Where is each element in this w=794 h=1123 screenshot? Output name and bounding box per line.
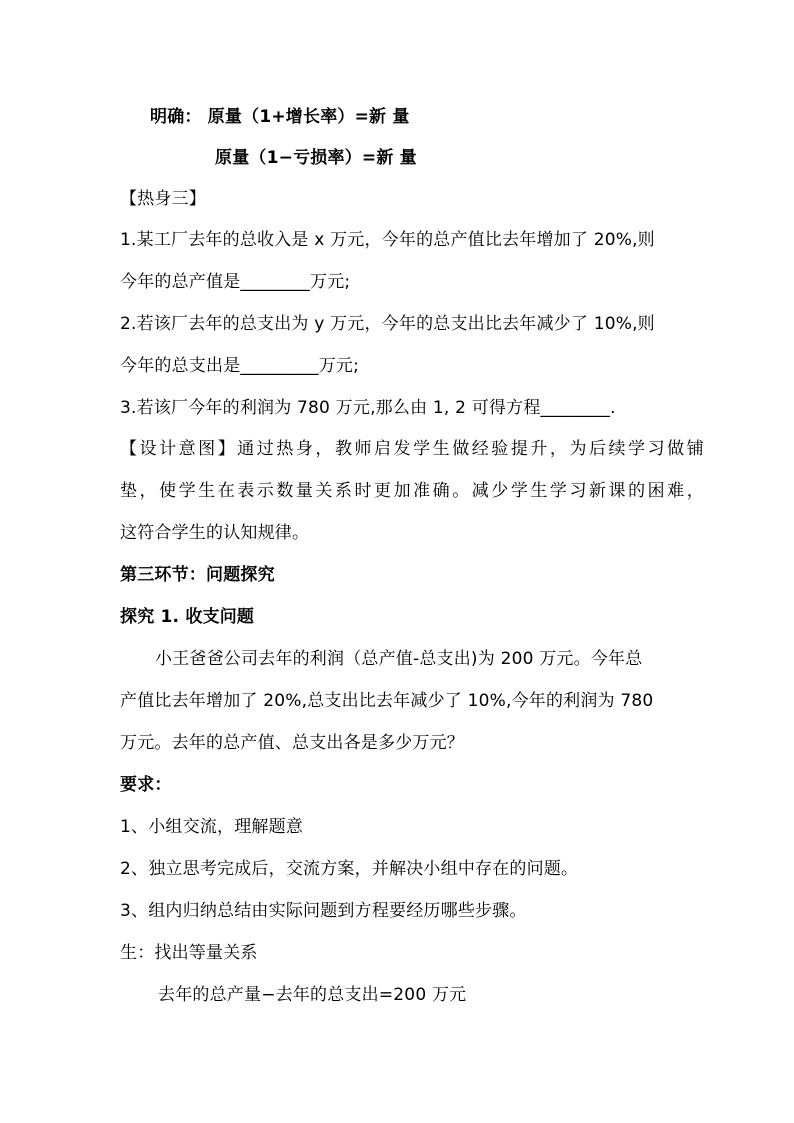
question-1-line-2: 今年的总产值是________万元; bbox=[120, 272, 351, 292]
question-2-line-1: 2.若该厂去年的总支出为 y 万元，今年的总支出比去年减少了 10%,则 bbox=[120, 314, 655, 334]
equation-line: 去年的总产量−去年的总支出=200 万元 bbox=[158, 985, 467, 1005]
clarify-line-2: 原量（1−亏损率）=新 量 bbox=[215, 148, 417, 168]
clarify-line-1: 明确： 原量（1+增长率）=新 量 bbox=[150, 107, 410, 127]
requirements-heading: 要求： bbox=[120, 775, 172, 795]
question-1-line-1: 1.某工厂去年的总收入是 x 万元，今年的总产值比去年增加了 20%,则 bbox=[120, 230, 655, 250]
question-2-line-2: 今年的总支出是_________万元; bbox=[120, 356, 360, 376]
design-intent-line-3: 这符合学生的认知规律。 bbox=[120, 523, 310, 543]
problem-line-1: 小王爸爸公司去年的利润（总产值-总支出)为 200 万元。今年总 bbox=[155, 649, 643, 669]
problem-line-3: 万元。去年的总产值、总支出各是多少万元？ bbox=[120, 733, 464, 753]
section-heading-stage-3: 第三环节：问题探究 bbox=[120, 565, 275, 585]
design-intent-line-2: 垫，使学生在表示数量关系时更加准确。减少学生学习新课的困难， bbox=[120, 481, 704, 501]
requirement-1: 1、小组交流，理解题意 bbox=[120, 817, 304, 837]
inquiry-1-heading: 探究 1. 收支问题 bbox=[120, 607, 255, 627]
question-3: 3.若该厂今年的利润为 780 万元,那么由 1, 2 可得方程________. bbox=[120, 398, 616, 418]
student-response: 生：找出等量关系 bbox=[120, 943, 258, 963]
design-intent-line-1: 【设计意图】通过热身，教师启发学生做经验提升，为后续学习做铺 bbox=[120, 439, 704, 459]
section-heading-warmup-3: 【热身三】 bbox=[120, 189, 206, 209]
requirement-3: 3、组内归纳总结由实际问题到方程要经历哪些步骤。 bbox=[120, 901, 527, 921]
requirement-2: 2、独立思考完成后，交流方案，并解决小组中存在的问题。 bbox=[120, 859, 579, 879]
problem-line-2: 产值比去年增加了 20%,总支出比去年减少了 10%,今年的利润为 780 bbox=[120, 691, 654, 711]
